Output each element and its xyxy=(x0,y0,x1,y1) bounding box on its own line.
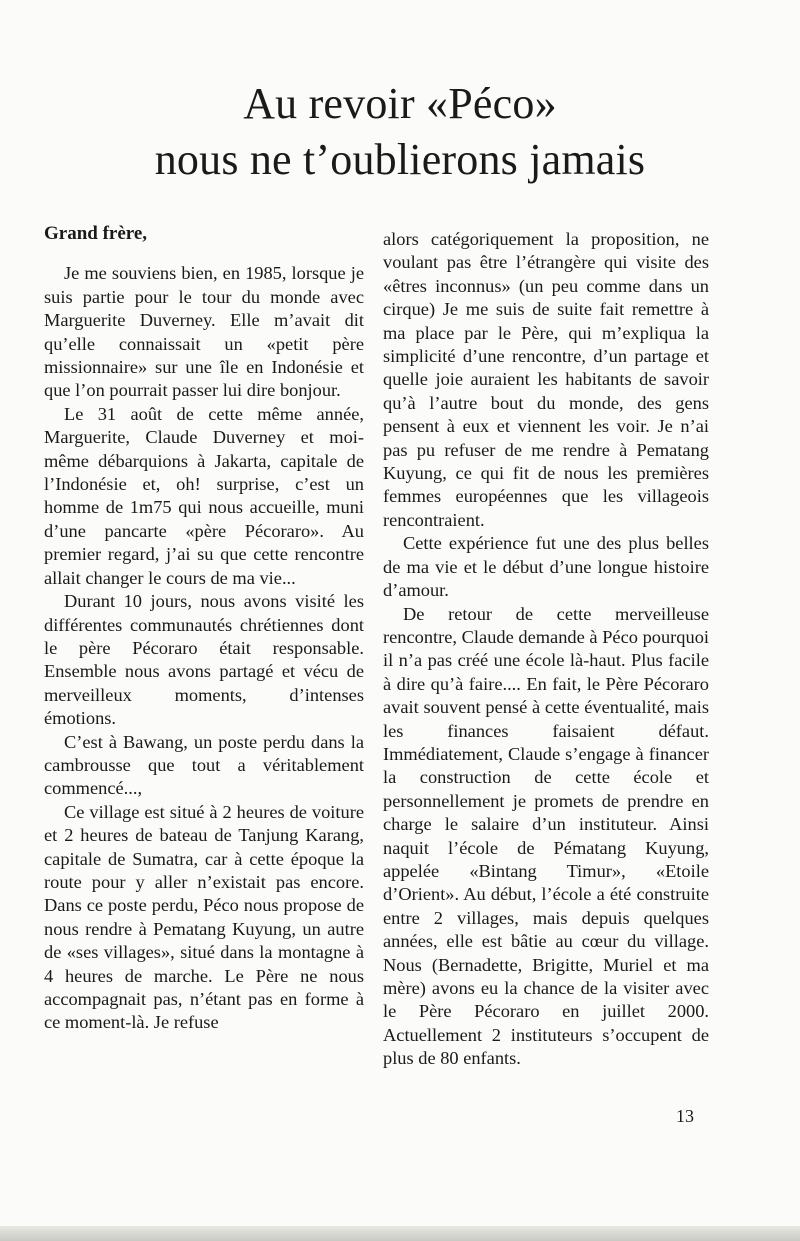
paragraph: C’est à Bawang, un poste perdu dans la cambrousse que tout a véritablement commencé..., xyxy=(44,731,364,799)
paragraph: Je me souviens bien, en 1985, lorsque je suis partie pour le tour du monde avec Marguerite Duverney. Elle m’avait dit qu’elle connaissait un «petit père missionnaire» sur une île en Indonésie et que l’on pourrait passer lui dire bonjour. xyxy=(44,263,364,401)
paragraph: Le 31 août de cette même année, Marguerite, Claude Duverney et moi-même débarquions à Jakarta, capitale de l’Indonésie et, oh! surprise, c’est un homme de 1m75 qui nous accueille, muni d’une pancarte «père Pécoraro». Au premier regard, j’ai su que cette rencontre allait changer le cours de ma vie... xyxy=(44,403,364,588)
left-column xyxy=(44,222,364,1035)
paragraph: De retour de cette merveilleuse rencontre, Claude demande à Péco pourquoi il n’a pas créé une école là-haut. Plus facile à dire qu’à faire.... En fait, le Père Pécoraro avait souvent pensé à cette éventualité, mais les finances faisaient défaut. Immédiatement, Claude s’engage à financer la construction de cette école et personnellement je promets de prendre en charge le salaire d’un instituteur. Ainsi naquit l’école de Pématang Kuyung, appelée «Bintang Timur», «Etoile d’Orient». Au début, l’école a été construite entre 2 villages, mais depuis quelques années, elle est bâtie au cœur du village. Nous (Bernadette, Brigitte, Muriel et ma mère) avons eu la chance de la visiter avec le Père Pécoraro en juillet 2000. Actuellement 2 instituteurs s’occupent de plus de 80 enfants. xyxy=(383,603,709,1069)
title-line-2: nous ne t’oublierons jamais xyxy=(154,135,646,184)
title-line-1: Au revoir «Péco» xyxy=(243,79,557,128)
paragraph: Cette expérience fut une des plus belles de ma vie et le début d’une longue histoire d’amour. xyxy=(383,533,709,601)
page-number: 13 xyxy=(676,1106,694,1126)
paragraph: Durant 10 jours, nous avons visité les différentes communautés chrétiennes dont le père Pécoraro était responsable. Ensemble nous avons partagé et vécu de merveilleux moments, d’intenses émotions. xyxy=(44,591,364,729)
scan-bottom-edge xyxy=(0,1226,800,1241)
paragraph-continuation: alors catégoriquement la proposition, ne voulant pas être l’étrangère qui visite des «êtres inconnus» (un peu comme dans un cirque) Je me suis de suite fait remettre à ma place par le Père, qui m’expliqua la simplicité d’une rencontre, d’un partage et quelle joie auraient les habitants de savoir qu’à l’autre bout du monde, des gens pensent à eux et viennent les voir. Je n’ai pas pu refuser de me rendre à Pematang Kuyung, ce qui fit de nous les premières femmes européennes que les villageois rencontraient. xyxy=(383,229,709,530)
paragraph: Ce village est situé à 2 heures de voiture et 2 heures de bateau de Tanjung Karang, capitale de Sumatra, car à cette époque la route pour y aller n’existait pas encore. Dans ce poste perdu, Péco nous propose de nous rendre à Pematang Kuyung, un autre de «ses villages», situé dans la montagne à 4 heures de marche. Le Père ne nous accompagnait pas, n’étant pas en forme à ce moment-là. Je refuse xyxy=(44,801,364,1033)
salutation: Grand frère, xyxy=(44,223,148,244)
page-title xyxy=(0,76,800,188)
right-column xyxy=(383,228,709,1071)
